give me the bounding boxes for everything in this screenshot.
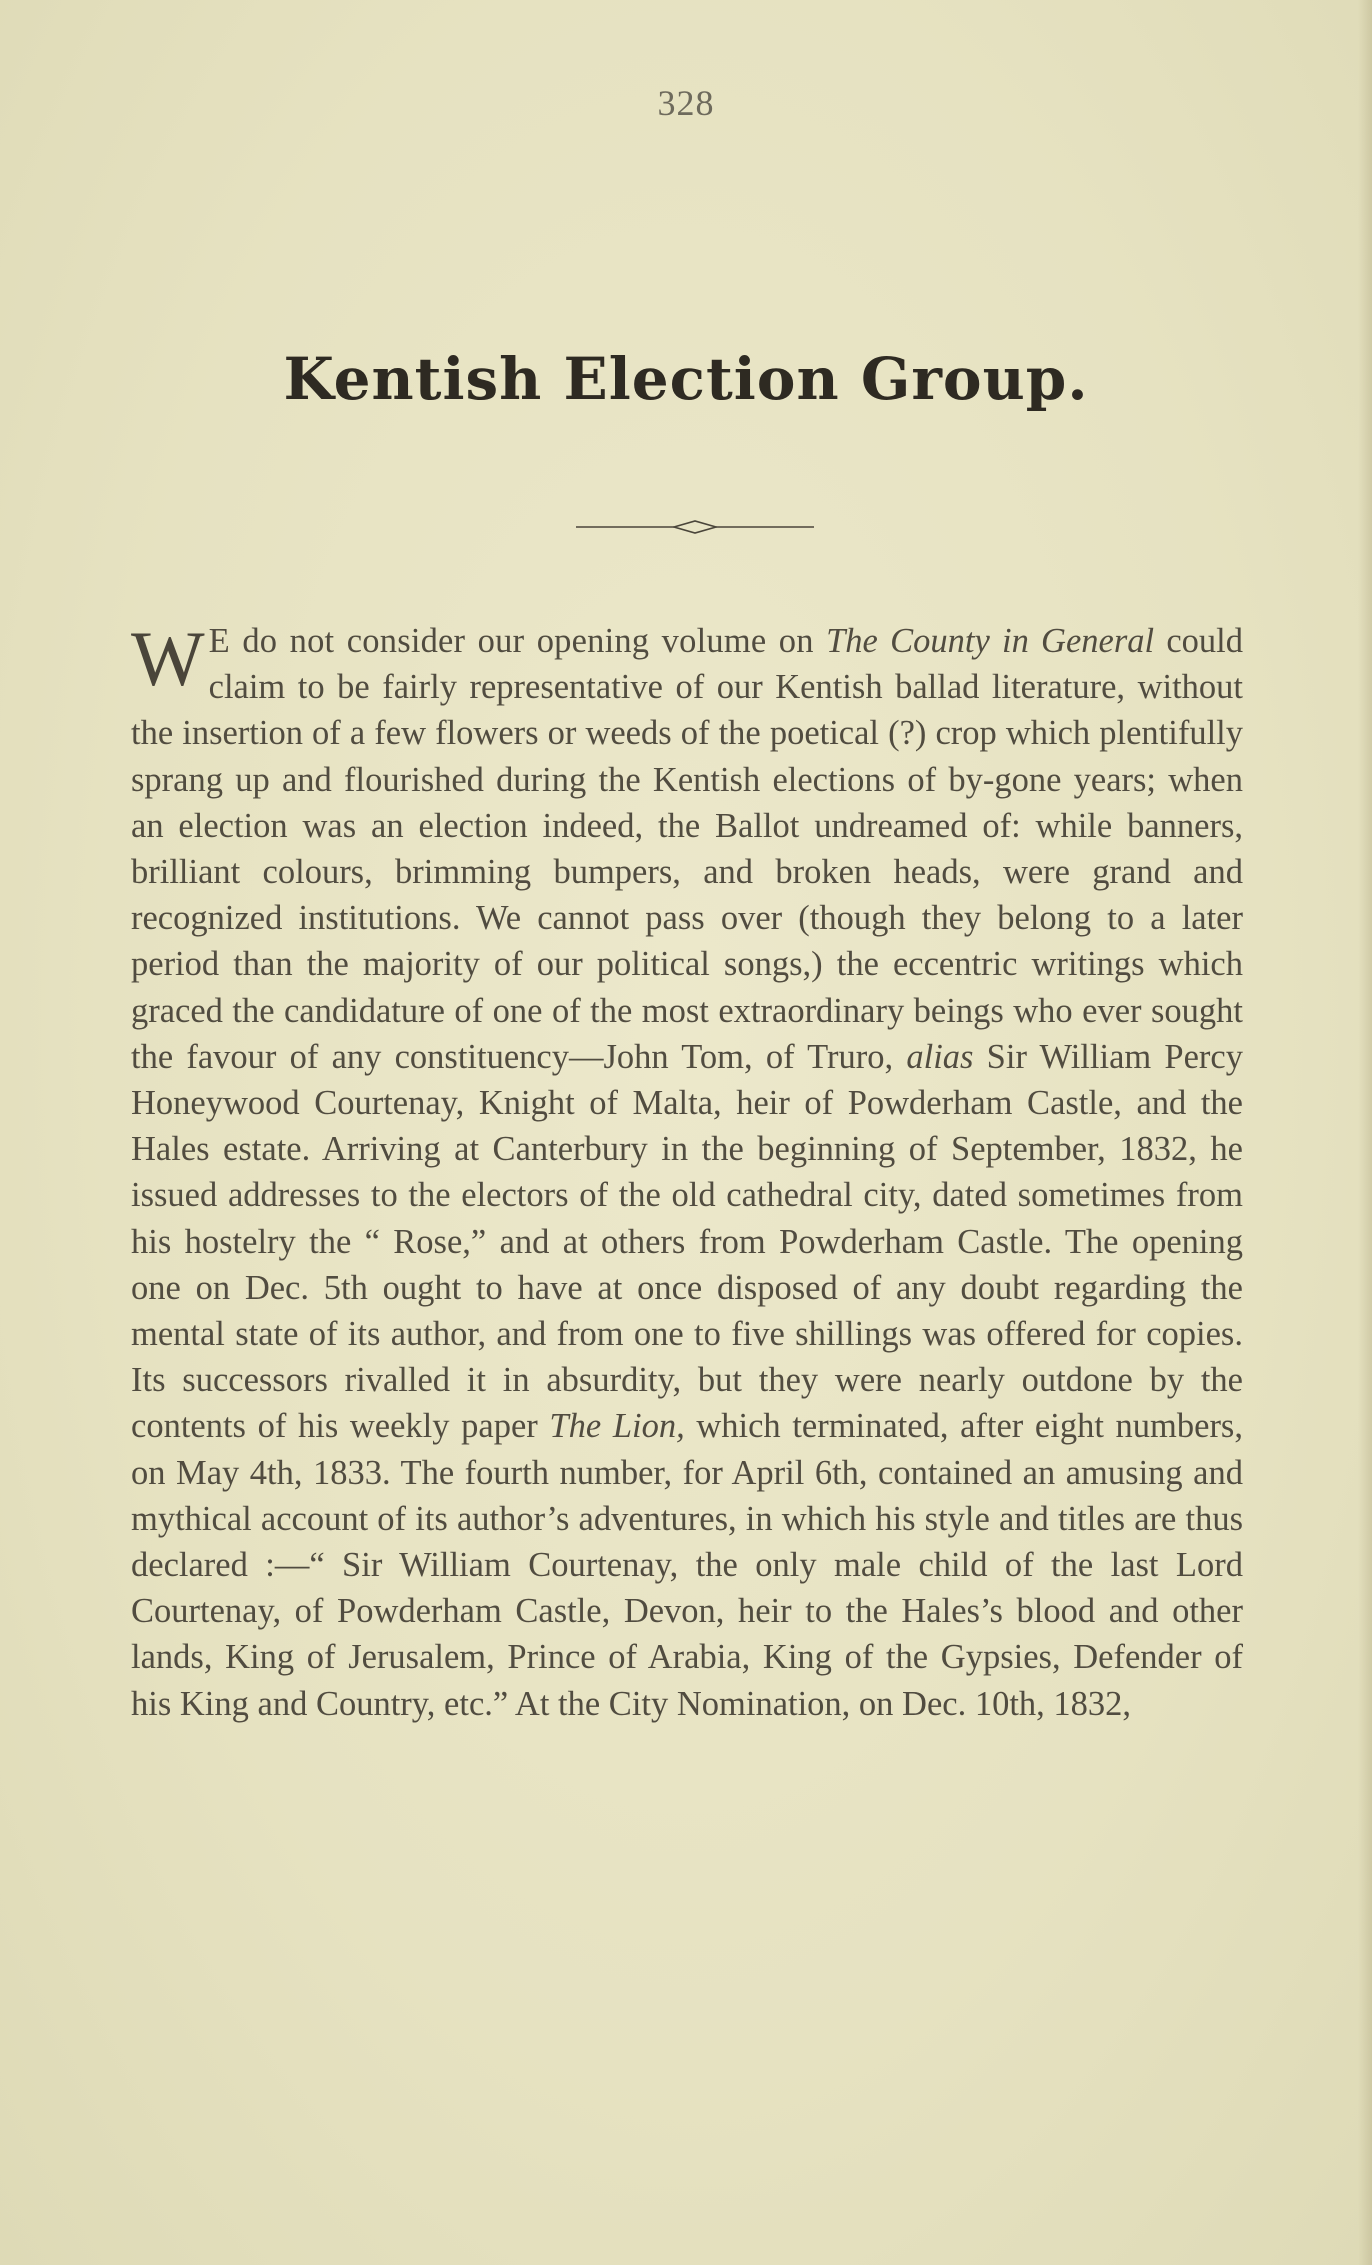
drop-cap-letter: W xyxy=(131,615,205,702)
page-number: 328 xyxy=(657,83,715,123)
chapter-title: Kentish Election Group. xyxy=(283,345,1089,413)
italic-book-title: The County in General xyxy=(826,622,1155,660)
paragraph-text-part-2: Sir William Percy Honeywood Courtenay, Knight of Malta, heir of Powderham Castle, and the Hales estate. Arriving at Canterbury in the beginning of September, 1832, he issued addresses to the electors of the old cathedral city, dated sometimes from his hostelry the “ Rose,” and at others from Powderham Castle. The opening one on Dec. 5th ought to have at once disposed of any doubt regarding the mental state of its author, and from one to five shillings was offered for copies. Its successors rivalled it in absurdity, but they were nearly outdone by the contents of his weekly paper xyxy=(131,1037,1243,1446)
paragraph-text-part-1: could claim to be fairly representative of our Kentish ballad literature, without the insertion of a few flowers or weeds of the poetical (?) crop which plentifully sprang up and flourished during the Kentish elections of by-gone years; when an election was an election indeed, the Ballot undreamed of: while banners, brilliant colours, brimming bumpers, and broken heads, were grand and recognized institutions. We cannot pass over (though they belong to a later period than the majority of our political songs,) the eccentric writings which graced the candidature of one of the most extraordinary beings who ever sought the favour of any constituency—John Tom, of Truro, xyxy=(131,622,1244,1076)
title-divider-ornament xyxy=(576,516,814,538)
page-edge-shadow xyxy=(1358,0,1372,2265)
paragraph-intro-text: E do not consider our opening volume on xyxy=(208,622,827,660)
italic-alias: alias xyxy=(906,1037,974,1076)
italic-paper-title: The Lion, xyxy=(549,1407,685,1446)
paragraph-text-part-3: which terminated, after eight numbers, on May 4th, 1833. The fourth number, for April 6th, contained an amusing and mythical account of its author’s adventures, in which his style and titles are thus declared :—“ Sir William Courtenay, the only male child of the last Lord Courtenay, of Powderham Castle, Devon, heir to the Hales’s blood and other lands, King of Jerusalem, Prince of Arabia, King of the Gypsies, Defender of his King and Country, etc.” At the City Nomination, on Dec. 10th, 1832, xyxy=(131,1407,1243,1723)
body-paragraph xyxy=(131,615,1244,1727)
paragraph xyxy=(131,615,1244,1727)
